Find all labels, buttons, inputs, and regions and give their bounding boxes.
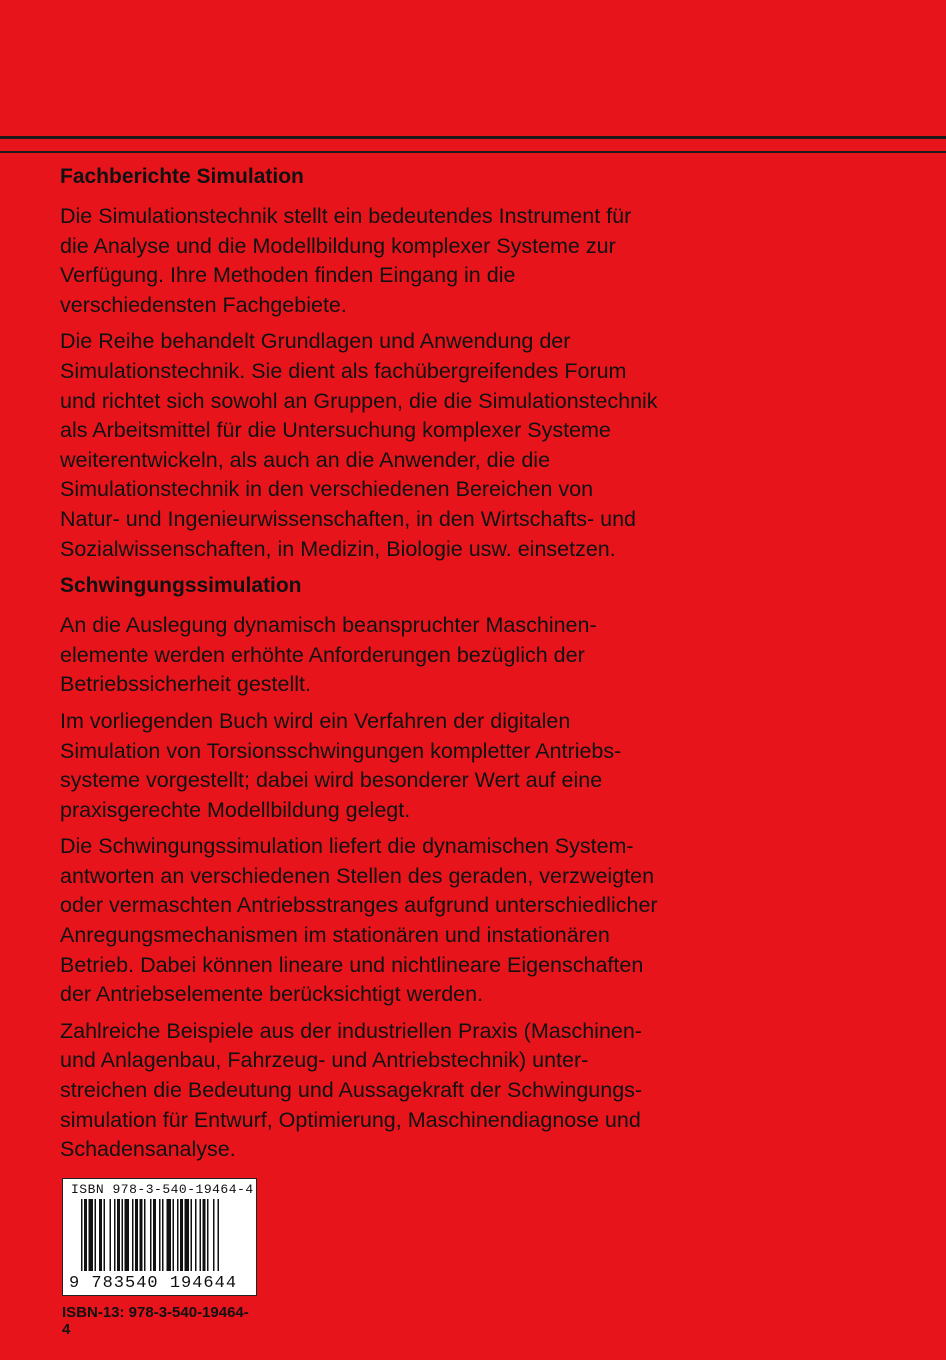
series-paragraph-2: Die Reihe behandelt Grundlagen und Anwendung der Simulationstechnik. Sie dient als fachübergreifendes Forum und richtet sich sowohl an Gruppen, die die Simulationstechnik als Arbeitsmittel für die Untersuchung komplexer Systeme weiterentwickeln, als auch an die Anwender, die die Simulationstechnik in den verschiedenen Bereichen von Natur- und Ingenieurwissenschaften, in den Wirtschafts- und Sozialwissenschaften, in Medizin, Biologie usw. einsetzen.	[60, 329, 658, 561]
top-rule	[0, 136, 946, 139]
back-cover-text	[60, 162, 890, 1172]
book-paragraph-3: Die Schwingungssimulation liefert die dynamischen System- antworten an verschiedenen Stellen des geraden, verzweigten oder vermaschten Antriebsstranges aufgrund unterschiedlicher Anregungsmechanismen im stationären und instationären Betrieb. Dabei können lineare und nichtlineare Eigenschaften der Antriebselemente berücksichtigt werden.	[60, 834, 658, 1007]
series-heading: Fachberichte Simulation	[60, 165, 304, 188]
book-paragraph-4: Zahlreiche Beispiele aus der industriellen Praxis (Maschinen- und Anlagenbau, Fahrzeug- und Antriebstechnik) unter- streichen die Bedeutung und Aussagekraft der Schwingungs- simulation für Entwurf, Optimierung, Maschinendiagnose und Schadensanalyse.	[60, 1018, 643, 1162]
book-paragraph-2: Im vorliegenden Buch wird ein Verfahren der digitalen Simulation von Torsionsschwingungen kompletter Antriebs- systeme vorgestellt; dabei wird besonderer Wert auf eine praxisgerechte Modellbildung gelegt.	[60, 708, 622, 822]
isbn-block	[62, 1178, 257, 1338]
book-heading: Schwingungssimulation	[60, 574, 302, 598]
ean-digits: 9 783540 194644	[69, 1274, 238, 1293]
book-paragraph-1: An die Auslegung dynamisch beanspruchter Maschinen- elemente werden erhöhte Anforderungen bezüglich der Betriebssicherheit gestellt.	[60, 613, 597, 697]
barcode-bars-icon	[81, 1199, 251, 1271]
isbn-label: ISBN 978-3-540-19464-4	[71, 1182, 254, 1197]
barcode	[62, 1178, 257, 1296]
bottom-rule	[0, 151, 946, 153]
series-paragraph-1: Die Simulationstechnik stellt ein bedeutendes Instrument für die Analyse und die Modellbildung komplexer Systeme zur Verfügung. Ihre Methoden finden Eingang in die verschiedensten Fachgebiete.	[60, 204, 632, 317]
isbn13-label: ISBN-13: 978-3-540-19464-4	[62, 1304, 249, 1338]
